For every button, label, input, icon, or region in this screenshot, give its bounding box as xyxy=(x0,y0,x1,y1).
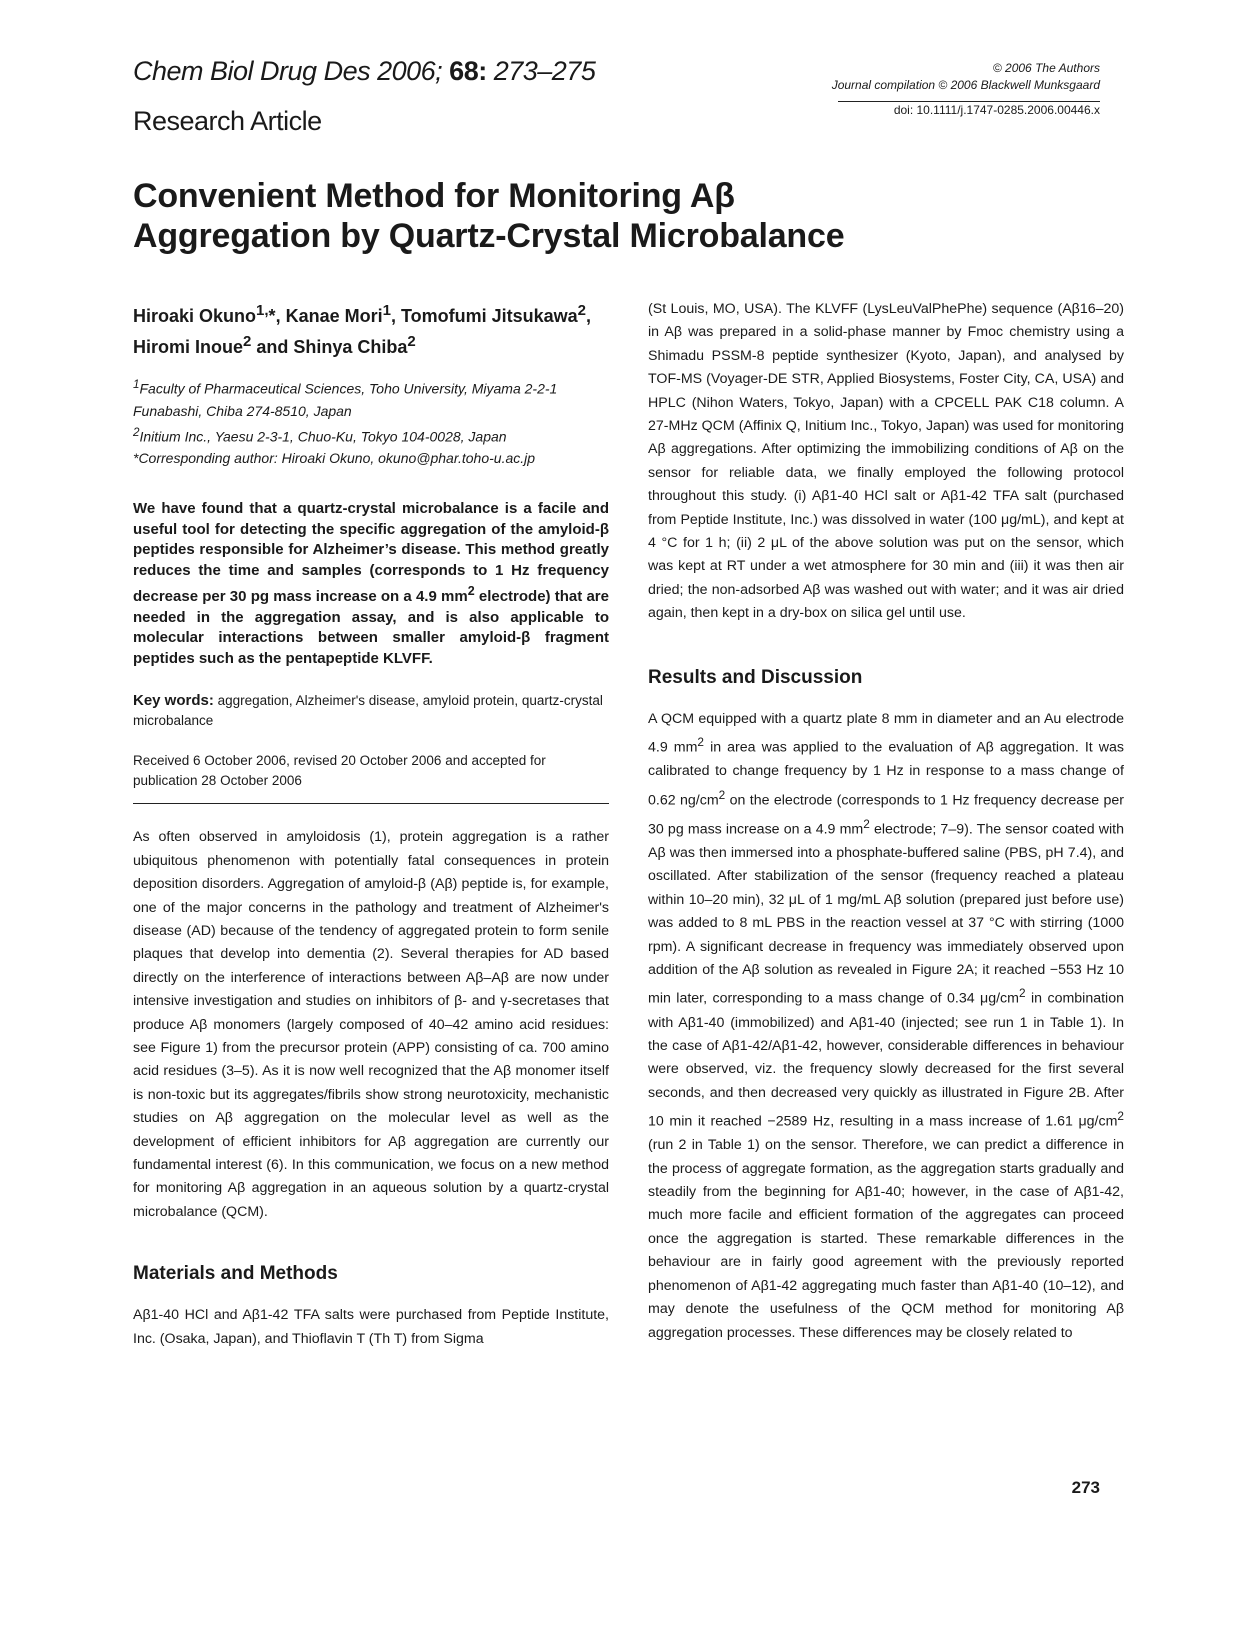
materials-paragraph-continued: (St Louis, MO, USA). The KLVFF (LysLeuValPhePhe) sequence (Aβ16–20) in Aβ was prepared in a solid-phase manner by Fmoc chemistry using a Shimadu PSSM-8 peptide synthesizer (Kyoto, Japan), and analysed by TOF-MS (Voyager-DE STR, Applied Biosystems, Foster City, CA, USA) and HPLC (Nihon Waters, Tokyo, Japan) with a CPCELL PAK C18 column. A 27-MHz QCM (Affinix Q, Initium Inc., Tokyo, Japan) was used for monitoring Aβ aggregations. After optimizing the immobilizing conditions of Aβ on the sensor for reliable data, we finally employed the following protocol throughout this study. (i) Aβ1-40 HCl salt or Aβ1-42 TFA salt (purchased from Peptide Institute, Inc.) was dissolved in water (100 μg/mL), and kept at 4 °C for 1 h; (ii) 2 μL of the above solution was put on the sensor, which was kept at RT under a wet atmosphere for 30 min and (iii) it was then air dried; the non-adsorbed Aβ was washed out with water; and it was air dried again, then kept in a dry-box on silica gel until use. xyxy=(648,301,1124,622)
left-column xyxy=(133,298,609,1351)
article-type: Research Article xyxy=(133,106,322,136)
divider xyxy=(133,803,609,804)
journal-volume: 68: xyxy=(449,56,487,86)
title-line: Convenient Method for Monitoring Aβ xyxy=(133,177,735,215)
article-title xyxy=(133,176,1113,256)
corresponding-author: *Corresponding author: Hiroaki Okuno, okuno@phar.toho-u.ac.jp xyxy=(133,450,536,467)
received-dates: Received 6 October 2006, revised 20 October 2006 and accepted for publication 28 October 2006 xyxy=(133,753,546,789)
journal-citation: Chem Biol Drug Des 2006; 68: 273–275 xyxy=(133,56,596,86)
keywords: Key words: aggregation, Alzheimer's disease, amyloid protein, quartz-crystal microbalance xyxy=(133,692,603,729)
copyright-notice xyxy=(832,60,1100,94)
section-heading-materials: Materials and Methods xyxy=(133,1263,338,1285)
page-number: 273 xyxy=(1071,1478,1100,1497)
affiliation: $^1$Faculty of Pharmaceutical Sciences, Toho University, Miyama 2-2-1 Funabashi, Chiba 274-8510, Japan xyxy=(133,378,558,419)
abstract: We have found that a quartz-crystal microbalance is a facile and useful tool for detecting the specific aggregation of the amyloid-β peptides responsible for Alzheimer’s disease. This method greatly reduces the time and samples (corresponds to 1 Hz frequency decrease per 30 pg mass increase on a 4.9 $mm^2$ electrode) that are needed in the aggregation assay, and is also applicable to molecular interactions between smaller amyloid-β fragment peptides such as the pentapeptide KLVFF. xyxy=(133,500,609,667)
author-list: Hiroaki Okuno$^{1,}$*, Kanae Mori$^1$, Tomofumi Jitsukawa$^2$, Hiromi Inoue$^2$ and Shinya Chiba$^2$ xyxy=(133,302,591,357)
doi-link[interactable]: doi: 10.1111/j.1747-0285.2006.00446.x xyxy=(838,101,1100,117)
section-heading-results: Results and Discussion xyxy=(648,666,863,688)
title-line: Aggregation by Quartz-Crystal Microbalance xyxy=(133,217,845,255)
right-column xyxy=(648,298,1124,1345)
copyright-line: Journal compilation © 2006 Blackwell Munksgaard xyxy=(831,78,1100,92)
copyright-line: © 2006 The Authors xyxy=(992,61,1100,75)
journal-pages: 273–275 xyxy=(493,56,596,86)
results-paragraph: A QCM equipped with a quartz plate 8 mm in diameter and an Au electrode 4.9 $mm^2$ in area was applied to the evaluation of Aβ aggregation. It was calibrated to change frequency by 1 Hz in response to a mass change of 0.62 $ng/cm^2$ on the electrode (corresponds to 1 Hz frequency decrease per 30 pg mass increase on a 4.9 $mm^2$ electrode; 7–9). The sensor coated with Aβ was then immersed into a phosphate-buffered saline (PBS, pH 7.4), and oscillated. After stabilization of the sensor (frequency reached a plateau within 10–20 min), 32 μL of 1 mg/mL Aβ solution (prepared just before use) was added to 8 mL PBS in the reaction vessel at 37 °C with stirring (1000 rpm). A significant decrease in frequency was immediately observed upon addition of the Aβ solution as revealed in Figure 2A; it reached −553 Hz 10 min later, corresponding to a mass change of 0.34 $\mu g/cm^2$ in combination with Aβ1-40 (immobilized) and Aβ1-40 (injected; see run 1 in Table 1). In the case of Aβ1-42/Aβ1-42, however, considerable differences in behaviour were observed, viz. the frequency slowly decreased for the first several seconds, and then decreased very quickly as illustrated in Figure 2B. After 10 min it reached −2589 Hz, resulting in a mass increase of 1.61 $\mu g/cm^2$ (run 2 in Table 1) on the sensor. Therefore, we can predict a difference in the process of aggregate formation, as the aggregation starts gradually and steadily from the beginning for Aβ1-40; however, in the case of Aβ1-42, much more facile and efficient formation of the aggregates can proceed once the aggregation is started. These remarkable differences in the behaviour are in fairly good agreement with the previously reported phenomenon of Aβ1-42 aggregating much faster than Aβ1-40 (10–12), and may denote the usefulness of the QCM method for monitoring Aβ aggregation processes. These differences may be closely related to xyxy=(648,710,1124,1341)
affiliation: $^2$Initium Inc., Yaesu 2-3-1, Chuo-Ku, Tokyo 104-0028, Japan xyxy=(133,425,507,445)
materials-paragraph: Aβ1-40 HCl and Aβ1-42 TFA salts were purchased from Peptide Institute, Inc. (Osaka, Japan), and Thioflavin T (Th T) from Sigma xyxy=(133,1307,609,1347)
introduction-paragraph: As often observed in amyloidosis (1), protein aggregation is a rather ubiquitous phenomenon with potentially fatal consequences in protein deposition disorders. Aggregation of amyloid-β (Aβ) peptide is, for example, one of the major concerns in the pathology and treatment of Alzheimer's disease (AD) because of the tendency of aggregated protein to form senile plaques that develop into dementia (2). Several therapies for AD based directly on the interference of interactions between Aβ–Aβ are now under intensive investigation and studies on inhibitors of β- and γ-secretases that produce Aβ monomers (largely composed of 40–42 amino acid residues: see Figure 1) from the precursor protein (APP) consisting of ca. 700 amino acid residues (3–5). As it is now well recognized that the Aβ monomer itself is non-toxic but its aggregates/fibrils show strong neurotoxicity, mechanistic studies on Aβ aggregation on the molecular level as well as the development of efficient inhibitors for Aβ aggregation are currently our fundamental interest (6). In this communication, we focus on a new method for monitoring Aβ aggregation in an aqueous solution by a quartz-crystal microbalance (QCM). xyxy=(133,829,609,1220)
